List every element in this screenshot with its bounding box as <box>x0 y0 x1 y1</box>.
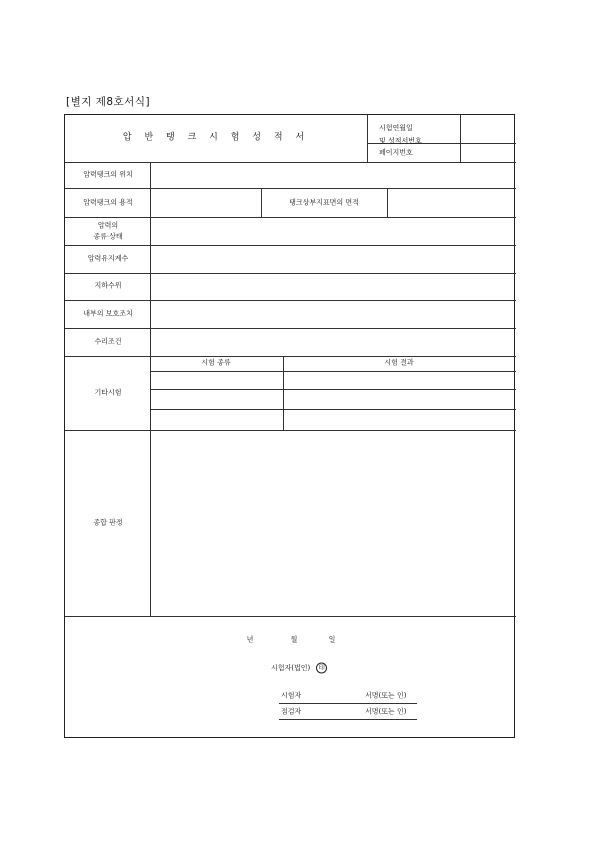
repair-condition-label: 수리조건 <box>94 337 122 346</box>
col-divider <box>460 115 461 162</box>
form-title: 압 반 탱 크 시 험 성 적 서 <box>122 132 310 143</box>
row-divider <box>65 356 516 357</box>
tester-org-label: 시험자(법인) <box>271 664 311 672</box>
row-divider <box>65 300 516 301</box>
inner-protection-label: 내부의 보호조치 <box>83 309 133 318</box>
tank-capacity-label: 압력탱크의 용적 <box>83 198 133 207</box>
test-report-form <box>64 114 515 738</box>
date-year-label: 년 <box>246 635 254 644</box>
col-divider <box>387 188 388 217</box>
page-number-label: 페이지번호 <box>379 148 413 157</box>
col-divider <box>150 162 151 616</box>
tank-location-label: 압력탱크의 위치 <box>83 170 133 179</box>
tester-signature-label: 서명(또는 인) <box>365 691 407 700</box>
test-date-report-no-label: 시험연월일 및 성적서번호 <box>379 124 422 145</box>
row-divider <box>65 328 516 329</box>
pressure-coefficient-label: 압력유지계수 <box>87 254 129 263</box>
pressure-type-state-label: 압력의 종류·상태 <box>93 221 123 240</box>
row-divider <box>65 188 516 189</box>
col-divider <box>283 356 284 430</box>
row-divider <box>150 371 516 372</box>
test-result-header: 시험 결과 <box>384 358 414 367</box>
row-divider <box>150 409 516 410</box>
tester-signature-line[interactable] <box>279 703 417 704</box>
date-month-label: 월 <box>290 635 298 644</box>
seal-icon: 印 <box>316 663 327 674</box>
confirmer-signature-line[interactable] <box>279 719 417 720</box>
overall-judgement-label: 종합 판정 <box>93 518 123 527</box>
row-divider <box>65 616 516 617</box>
row-divider <box>150 389 516 390</box>
confirmer-label: 점검자 <box>281 707 302 716</box>
row-divider <box>65 162 516 163</box>
date-day-label: 일 <box>328 635 336 644</box>
tester-org-line <box>271 663 327 674</box>
row-divider <box>65 245 516 246</box>
other-tests-label: 기타시험 <box>94 388 122 397</box>
confirmer-signature-label: 서명(또는 인) <box>365 707 407 716</box>
tester-label: 시험자 <box>281 691 302 700</box>
test-kind-header: 시험 종류 <box>201 358 231 367</box>
row-divider <box>65 430 516 431</box>
col-divider <box>367 115 368 162</box>
row-divider <box>65 273 516 274</box>
groundwater-level-label: 지하수위 <box>94 281 122 290</box>
form-number-label: [별지 제8호서식] <box>66 96 151 108</box>
surface-area-label: 탱크상부지표면의 면적 <box>289 198 359 207</box>
row-divider <box>65 217 516 218</box>
col-divider <box>261 188 262 217</box>
